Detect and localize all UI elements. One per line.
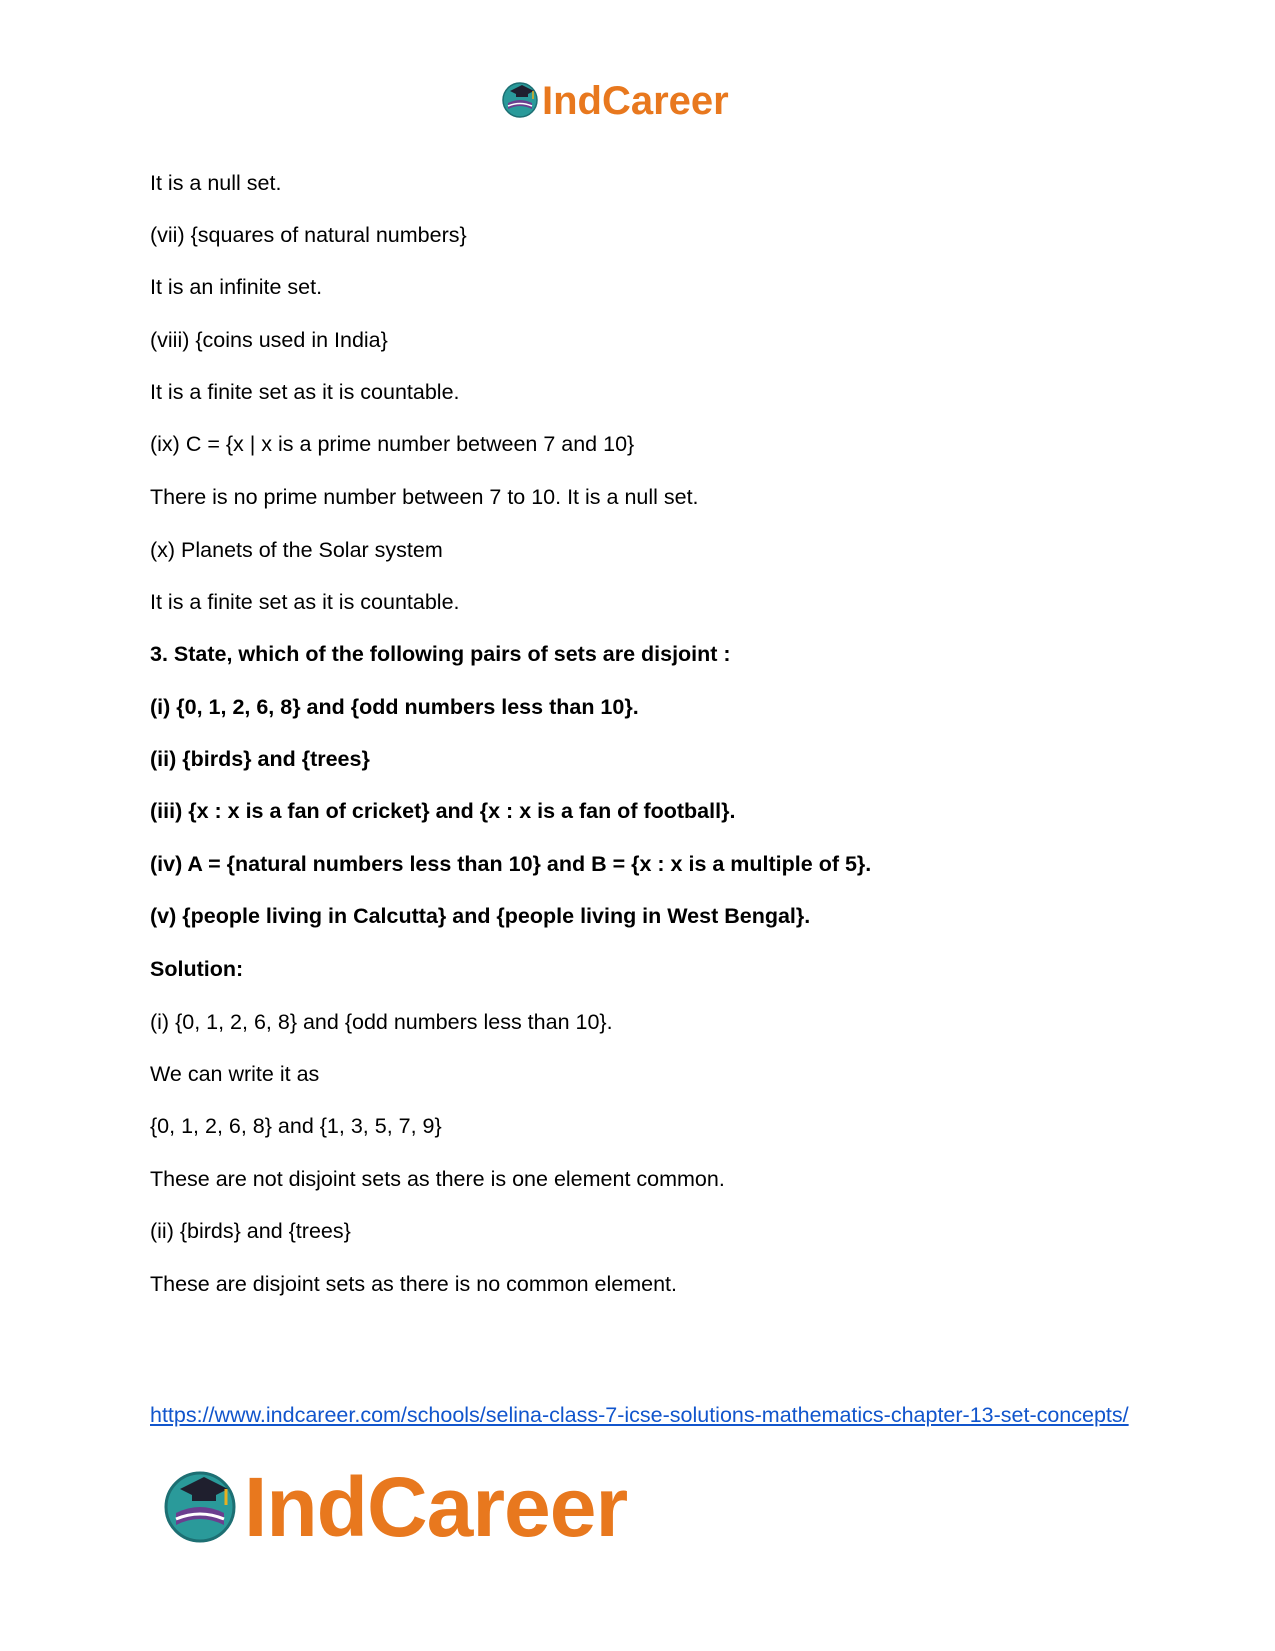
- footer-logo: [160, 1462, 627, 1552]
- text-line: (i) {0, 1, 2, 6, 8} and {odd numbers less than 10}.: [150, 1010, 613, 1034]
- text-line: It is a finite set as it is countable.: [150, 380, 460, 404]
- source-link[interactable]: https://www.indcareer.com/schools/selina-class-7-icse-solutions-mathematics-chapter-13-set-concepts/: [150, 1403, 1129, 1427]
- question-item: (v) {people living in Calcutta} and {people living in West Bengal}.: [150, 904, 811, 928]
- text-line: {0, 1, 2, 6, 8} and {1, 3, 5, 7, 9}: [150, 1114, 442, 1138]
- question-item: (iii) {x : x is a fan of cricket} and {x : x is a fan of football}.: [150, 799, 736, 823]
- text-line: These are disjoint sets as there is no common element.: [150, 1272, 678, 1296]
- question-item: (i) {0, 1, 2, 6, 8} and {odd numbers less than 10}.: [150, 695, 639, 719]
- text-line: (ii) {birds} and {trees}: [150, 1219, 351, 1243]
- text-line: (viii) {coins used in India}: [150, 328, 388, 352]
- footer-logo-text: IndCareer: [244, 1460, 628, 1554]
- graduation-cap-book-globe-icon: [500, 79, 540, 124]
- solution-heading: Solution:: [150, 957, 244, 981]
- text-line: (ix) C = {x | x is a prime number between 7 and 10}: [150, 432, 635, 456]
- text-line: These are not disjoint sets as there is one element common.: [150, 1167, 725, 1191]
- text-line: It is a finite set as it is countable.: [150, 590, 460, 614]
- header-logo: [500, 76, 729, 126]
- question-heading: 3. State, which of the following pairs of sets are disjoint :: [150, 642, 731, 666]
- text-line: (x) Planets of the Solar system: [150, 538, 443, 562]
- text-line: There is no prime number between 7 to 10. It is a null set.: [150, 485, 699, 509]
- question-item: (ii) {birds} and {trees}: [150, 747, 370, 771]
- question-item: (iv) A = {natural numbers less than 10} and B = {x : x is a multiple of 5}.: [150, 852, 872, 876]
- text-line: We can write it as: [150, 1062, 320, 1086]
- header-logo-text: IndCareer: [542, 79, 729, 123]
- graduation-cap-book-globe-icon: [160, 1465, 240, 1550]
- text-line: (vii) {squares of natural numbers}: [150, 223, 467, 247]
- text-line: It is an infinite set.: [150, 275, 323, 299]
- text-line: It is a null set.: [150, 171, 282, 195]
